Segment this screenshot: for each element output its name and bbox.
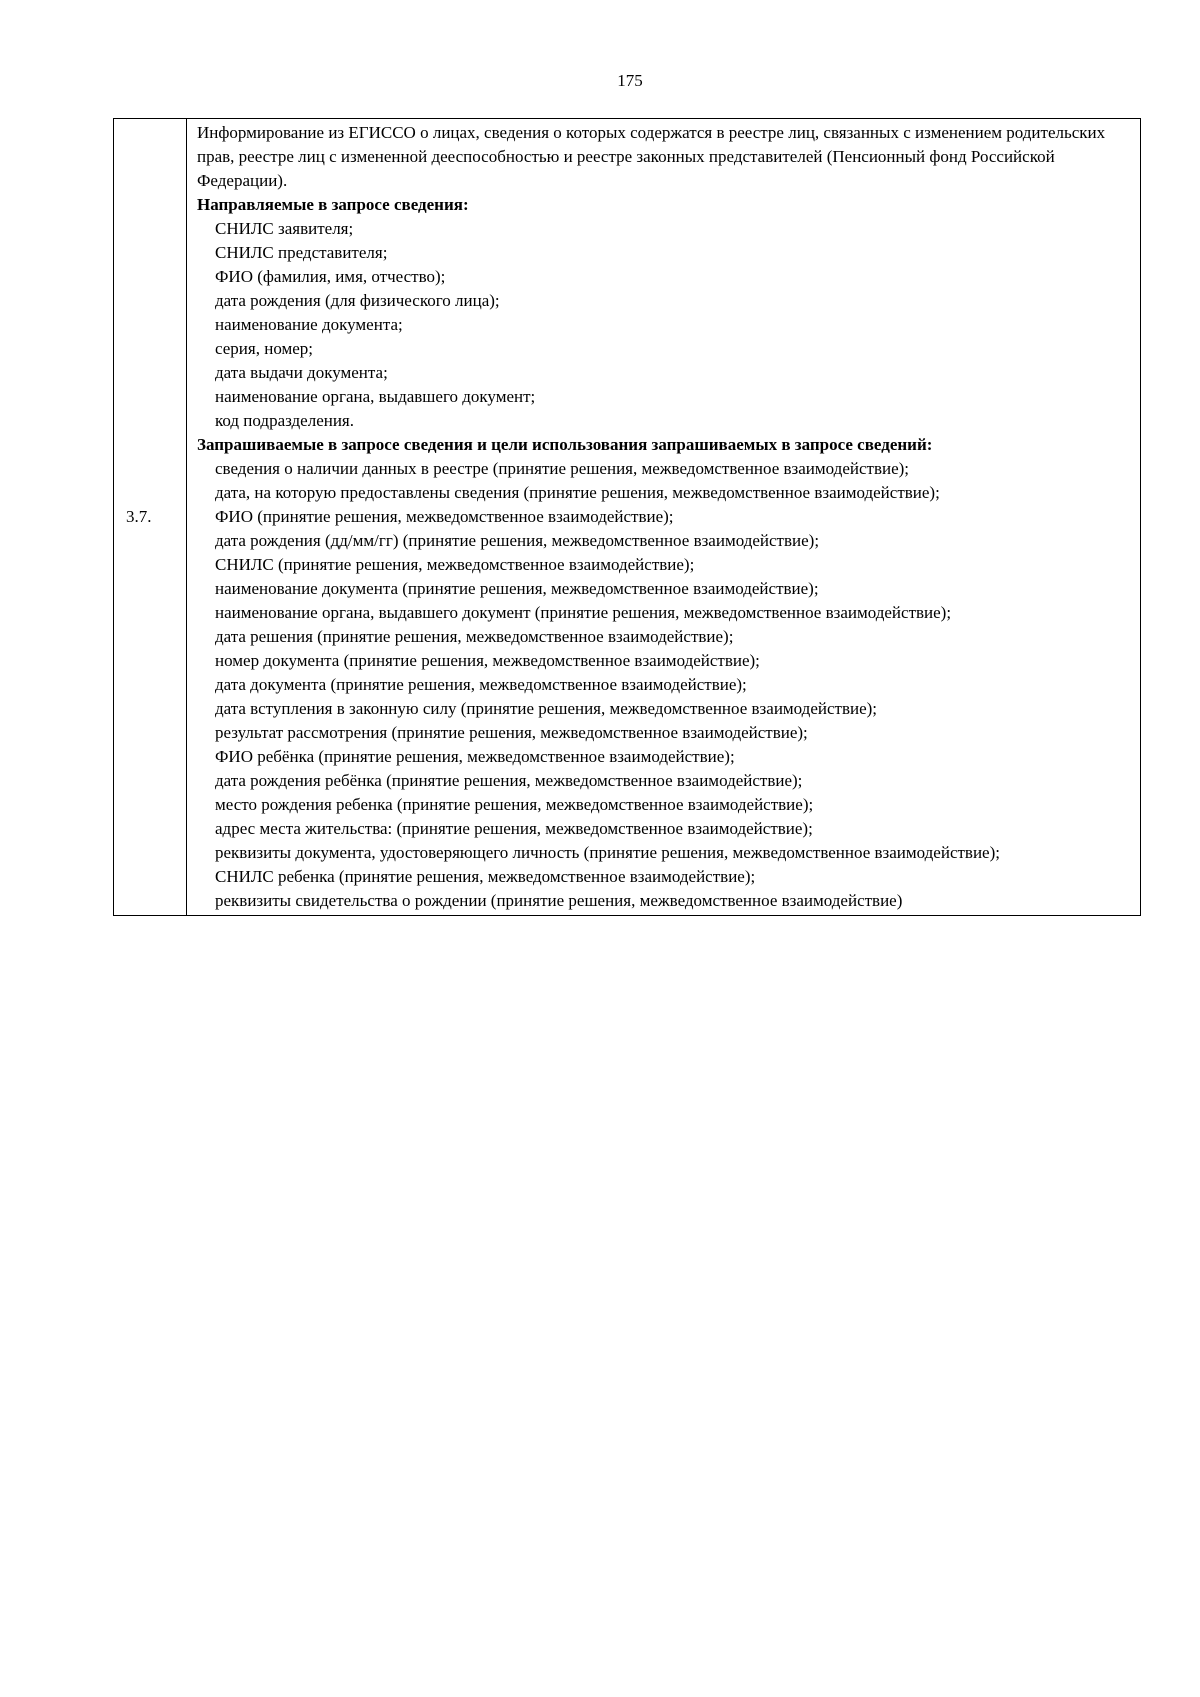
- list-item: дата рождения (дд/мм/гг) (принятие решения, межведомственное взаимодействие);: [215, 531, 820, 550]
- list-item: адрес места жительства: (принятие решения, межведомственное взаимодействие);: [215, 819, 813, 838]
- requested-heading: Запрашиваемые в запросе сведения и цели использования запрашиваемых в запросе сведений:: [197, 435, 933, 454]
- list-item: наименование органа, выдавшего документ (принятие решения, межведомственное взаимодействие);: [215, 603, 952, 622]
- list-item: номер документа (принятие решения, межведомственное взаимодействие);: [215, 651, 760, 670]
- row-number: 3.7.: [114, 119, 187, 916]
- list-item: реквизиты документа, удостоверяющего личность (принятие решения, межведомственное взаимодействие);: [215, 843, 1000, 862]
- requested-items-list: [197, 457, 1134, 913]
- list-item: серия, номер;: [215, 339, 314, 358]
- list-item: дата вступления в законную силу (принятие решения, межведомственное взаимодействие);: [215, 699, 878, 718]
- list-item: СНИЛС (принятие решения, межведомственное взаимодействие);: [215, 555, 695, 574]
- page-number: 175: [617, 71, 643, 90]
- list-item: сведения о наличии данных в реестре (принятие решения, межведомственное взаимодействие);: [215, 459, 909, 478]
- list-item: ФИО (фамилия, имя, отчество);: [215, 267, 446, 286]
- list-item: СНИЛС ребенка (принятие решения, межведомственное взаимодействие);: [215, 867, 756, 886]
- list-item: СНИЛС представителя;: [215, 243, 388, 262]
- row-content: [187, 119, 1141, 916]
- list-item: дата выдачи документа;: [215, 363, 388, 382]
- list-item: результат рассмотрения (принятие решения, межведомственное взаимодействие);: [215, 723, 808, 742]
- list-item: ФИО (принятие решения, межведомственное взаимодействие);: [215, 507, 674, 526]
- sent-items-list: [197, 217, 1134, 433]
- list-item: дата рождения (для физического лица);: [215, 291, 500, 310]
- list-item: СНИЛС заявителя;: [215, 219, 354, 238]
- list-item: место рождения ребенка (принятие решения, межведомственное взаимодействие);: [215, 795, 814, 814]
- list-item: наименование документа (принятие решения, межведомственное взаимодействие);: [215, 579, 819, 598]
- list-item: наименование органа, выдавшего документ;: [215, 387, 536, 406]
- sent-heading: Направляемые в запросе сведения:: [197, 195, 469, 214]
- table-row: [114, 119, 1141, 916]
- row-intro: Информирование из ЕГИССО о лицах, сведения о которых содержатся в реестре лиц, связанных с изменением родительских прав, реестре лиц с измененной дееспособностью и реестре законных представителей (Пенсионный фонд Российской Федерации).: [197, 123, 1106, 190]
- list-item: ФИО ребёнка (принятие решения, межведомственное взаимодействие);: [215, 747, 735, 766]
- list-item: дата, на которую предоставлены сведения (принятие решения, межведомственное взаимодействие);: [215, 483, 940, 502]
- list-item: наименование документа;: [215, 315, 403, 334]
- list-item: дата решения (принятие решения, межведомственное взаимодействие);: [215, 627, 734, 646]
- list-item: дата рождения ребёнка (принятие решения, межведомственное взаимодействие);: [215, 771, 803, 790]
- list-item: код подразделения.: [215, 411, 355, 430]
- list-item: дата документа (принятие решения, межведомственное взаимодействие);: [215, 675, 747, 694]
- list-item: реквизиты свидетельства о рождении (принятие решения, межведомственное взаимодействие): [215, 891, 903, 910]
- document-table: [113, 118, 1141, 916]
